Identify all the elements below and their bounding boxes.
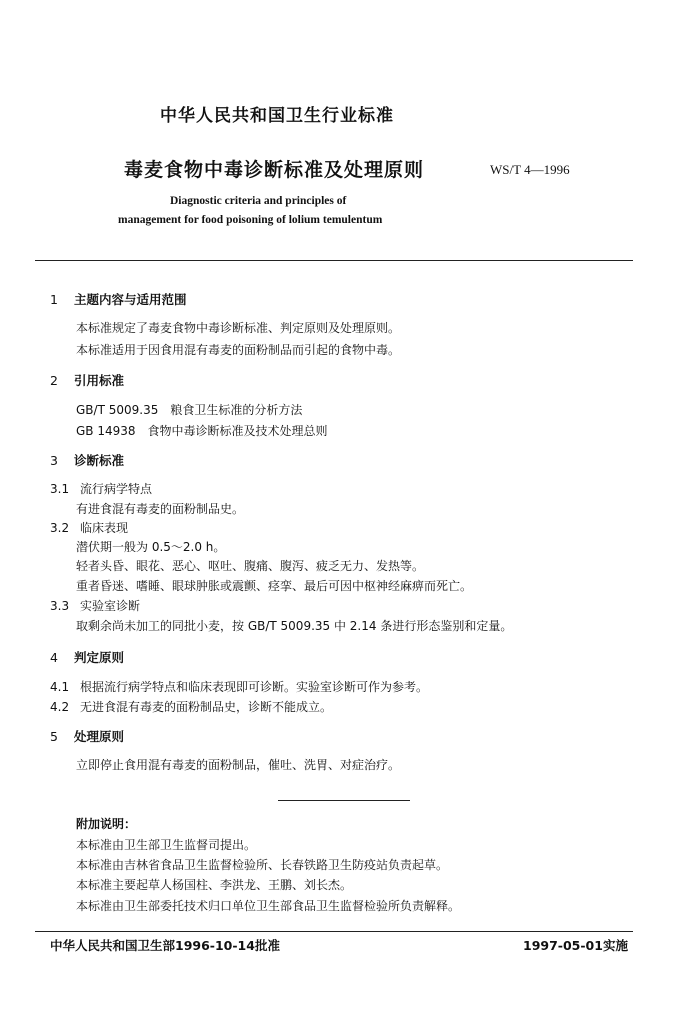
section-1-heading	[50, 290, 187, 308]
section-number: 2	[50, 373, 58, 388]
subsection-3-1-heading	[50, 480, 152, 497]
clause-4-1	[50, 678, 428, 695]
subsection-3-3-heading	[50, 597, 140, 614]
subsection-3-2-paragraph-2: 轻者头昏、眼花、恶心、呕吐、腹痛、腹泻、疲乏无力、发热等。	[76, 559, 425, 573]
subsection-number: 3.3	[50, 599, 70, 613]
subsection-3-1-paragraph: 有进食混有毒麦的面粉制品史。	[76, 502, 245, 516]
section-4-heading	[50, 648, 124, 666]
section-5-paragraph: 立即停止食用混有毒麦的面粉制品，催吐、洗胃、对症治疗。	[76, 758, 401, 772]
notes-heading: 附加说明：	[76, 817, 137, 831]
reference-2: GB 14938 食物中毒诊断标准及技术处理总则	[76, 424, 328, 438]
approval-line: 中华人民共和国卫生部1996-10-14批准	[50, 938, 280, 953]
note-4: 本标准由卫生部委托技术归口单位卫生部食品卫生监督检验所负责解释。	[76, 899, 461, 913]
reference-1: GB/T 5009.35 粮食卫生标准的分析方法	[76, 403, 303, 417]
subsection-3-3-paragraph: 取剩余尚未加工的同批小麦，按 GB/T 5009.35 中 2.14 条进行形态鉴别和定量。	[76, 619, 513, 633]
subsection-3-2-heading	[50, 519, 128, 536]
section-title: 判定原则	[74, 650, 125, 665]
clause-text: 无进食混有毒麦的面粉制品史，诊断不能成立。	[80, 700, 333, 714]
implementation-date: 1997-05-01实施	[523, 938, 628, 953]
clause-4-2	[50, 698, 332, 715]
section-number: 5	[50, 729, 58, 744]
subsection-title: 流行病学特点	[80, 482, 153, 496]
issuing-organization: 中华人民共和国卫生行业标准	[160, 106, 394, 126]
english-title-line-1: Diagnostic criteria and principles of	[170, 195, 347, 207]
standard-number: WS/T 4—1996	[490, 162, 570, 177]
header-divider	[35, 260, 633, 261]
subsection-title: 实验室诊断	[80, 599, 141, 613]
section-title: 处理原则	[74, 729, 125, 744]
clause-number: 4.2	[50, 700, 70, 714]
subsection-number: 3.1	[50, 482, 70, 496]
section-5-heading	[50, 727, 124, 745]
english-title-line-2: management for food poisoning of lolium temulentum	[118, 214, 383, 226]
footer-divider	[35, 931, 633, 932]
subsection-title: 临床表现	[80, 521, 129, 535]
section-title: 主题内容与适用范围	[74, 292, 187, 307]
document-title: 毒麦食物中毒诊断标准及处理原则	[124, 159, 425, 181]
section-title: 诊断标准	[74, 453, 125, 468]
notes-divider	[278, 800, 410, 801]
section-1-paragraph-1: 本标准规定了毒麦食物中毒诊断标准、判定原则及处理原则。	[76, 321, 401, 335]
subsection-number: 3.2	[50, 521, 70, 535]
section-1-paragraph-2: 本标准适用于因食用混有毒麦的面粉制品而引起的食物中毒。	[76, 343, 401, 357]
section-number: 3	[50, 453, 58, 468]
section-number: 1	[50, 292, 58, 307]
section-title: 引用标准	[74, 373, 125, 388]
note-1: 本标准由卫生部卫生监督司提出。	[76, 838, 257, 852]
subsection-3-2-paragraph-3: 重者昏迷、嗜睡、眼球肿胀或震颤、痉挛、最后可因中枢神经麻痹而死亡。	[76, 579, 473, 593]
section-number: 4	[50, 650, 58, 665]
section-3-heading	[50, 451, 124, 469]
section-2-heading	[50, 371, 124, 389]
clause-text: 根据流行病学特点和临床表现即可诊断。实验室诊断可作为参考。	[80, 680, 429, 694]
note-2: 本标准由吉林省食品卫生监督检验所、长春铁路卫生防疫站负责起草。	[76, 858, 449, 872]
note-3: 本标准主要起草人杨国柱、李洪龙、王鹏、刘长杰。	[76, 878, 353, 892]
subsection-3-2-paragraph-1: 潜伏期一般为 0.5～2.0 h。	[76, 540, 226, 554]
clause-number: 4.1	[50, 680, 70, 694]
